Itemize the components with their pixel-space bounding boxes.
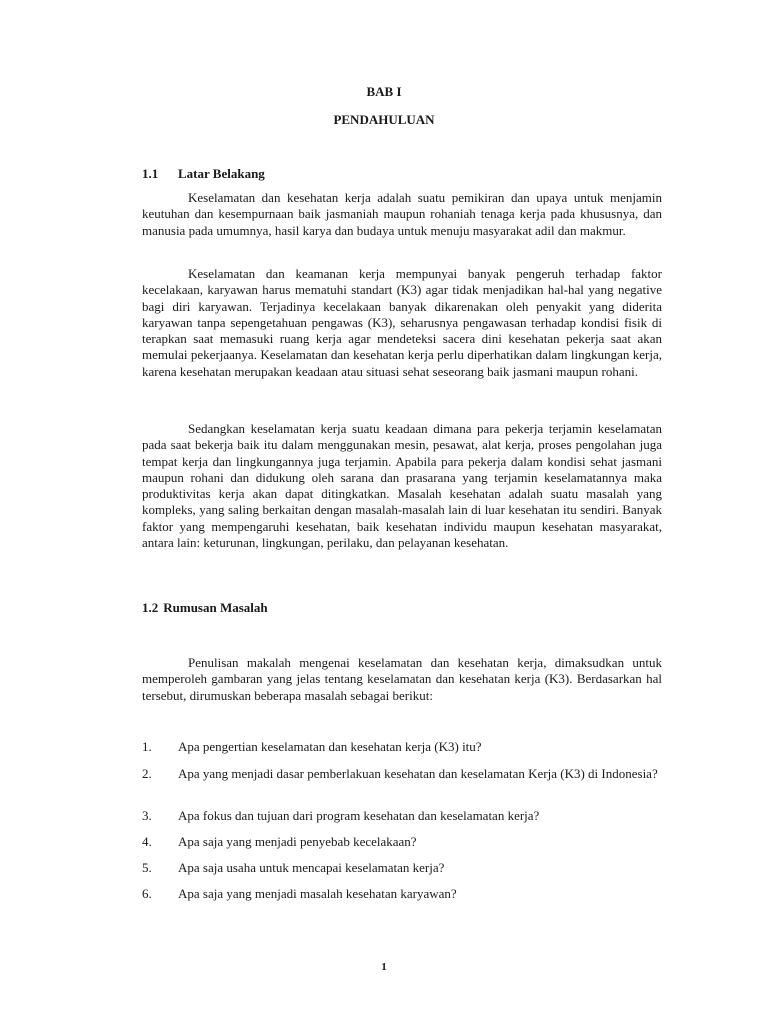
list-text: Apa saja yang menjadi penyebab kecelakaan? [178,834,417,849]
list-item [142,766,662,783]
paragraph-text: Keselamatan dan kesehatan kerja adalah suatu pemikiran dan upaya untuk menjamin keutuhan dan kesempurnaan baik jasmaniah maupun rohaniah tenaga kerja pada khususnya, dan manusia pada umumnya, hasil karya dan budaya untuk menuju masyarakat adil dan makmur. [142,190,662,238]
list-text: Apa yang menjadi dasar pemberlakuan kesehatan dan keselamatan Kerja (K3) di Indonesia? [178,766,658,781]
chapter-label: BAB I [366,84,402,99]
list-item [142,860,662,877]
chapter-title: PENDAHULUAN [333,112,435,127]
paragraph-2 [142,266,662,380]
section-heading-1-1 [142,166,265,182]
list-item [142,739,662,756]
paragraph-4 [142,655,662,704]
section-number: 1.2 [142,600,159,615]
list-text: Apa fokus dan tujuan dari program kesehatan dan keselamatan kerja? [178,808,540,823]
list-item [142,886,662,903]
list-number: 6. [142,886,152,901]
section-title: Latar Belakang [178,166,265,181]
page-number: 1 [381,961,387,973]
list-text: Apa saja usaha untuk mencapai keselamatan kerja? [178,860,445,875]
paragraph-text: Keselamatan dan keamanan kerja mempunyai banyak pengeruh terhadap faktor kecelakaan, karyawan harus mematuhi standart (K3) agar tidak menjadikan hal-hal yang negative bagi diri karyawan. Terjadinya kecelakaan banyak dikarenakan oleh penyakit yang diderita karyawan tanpa sepengetahuan pengawas (K3), seharusnya pengawasan terhadap kondisi fisik di terapkan saat memasuki ruang kerja agar mendeteksi sacera dini kesehatan pekerja saat akan memulai pekerjaanya. Keselamatan dan kesehatan kerja perlu diperhatikan dalam lingkungan kerja, karena kesehatan merupakan keadaan atau situasi sehat seseorang baik jasmani maupun rohani. [142,266,662,379]
section-heading-1-2 [142,600,268,616]
section-number: 1.1 [142,166,159,181]
list-number: 1. [142,739,152,754]
paragraph-text: Penulisan makalah mengenai keselamatan dan kesehatan kerja, dimaksudkan untuk memperoleh gambaran yang jelas tentang keselamatan dan kesehatan kerja (K3). Berdasarkan hal tersebut, dirumuskan beberapa masalah sebagai berikut: [142,655,662,703]
paragraph-text: Sedangkan keselamatan kerja suatu keadaan dimana para pekerja terjamin keselamatan pada saat bekerja baik itu dalam menggunakan mesin, pesawat, alat kerja, proses pengolahan juga tempat kerja dan lingkungannya juga terjamin. Apabila para pekerja dalam kondisi sehat jasmani maupun rohani dan didukung oleh sarana dan prasarana yang terjamin keselamatannya maka produktivitas kerja akan dapat ditingkatkan. Masalah kesehatan adalah suatu masalah yang kompleks, yang saling berkaitan dengan masalah-masalah lain di luar kesehatan itu sendiri. Banyak faktor yang mempengaruhi kesehatan, baik kesehatan individu maupun kesehatan masyarakat, antara lain: keturunan, lingkungan, perilaku, dan pelayanan kesehatan. [142,421,662,551]
section-title: Rumusan Masalah [163,600,268,615]
list-number: 4. [142,834,152,849]
list-number: 2. [142,766,152,781]
paragraph-3 [142,421,662,551]
paragraph-1 [142,190,662,239]
list-item [142,808,662,825]
list-item [142,834,662,851]
list-number: 5. [142,860,152,875]
list-text: Apa pengertian keselamatan dan kesehatan kerja (K3) itu? [178,739,482,754]
list-number: 3. [142,808,152,823]
list-text: Apa saja yang menjadi masalah kesehatan karyawan? [178,886,457,901]
